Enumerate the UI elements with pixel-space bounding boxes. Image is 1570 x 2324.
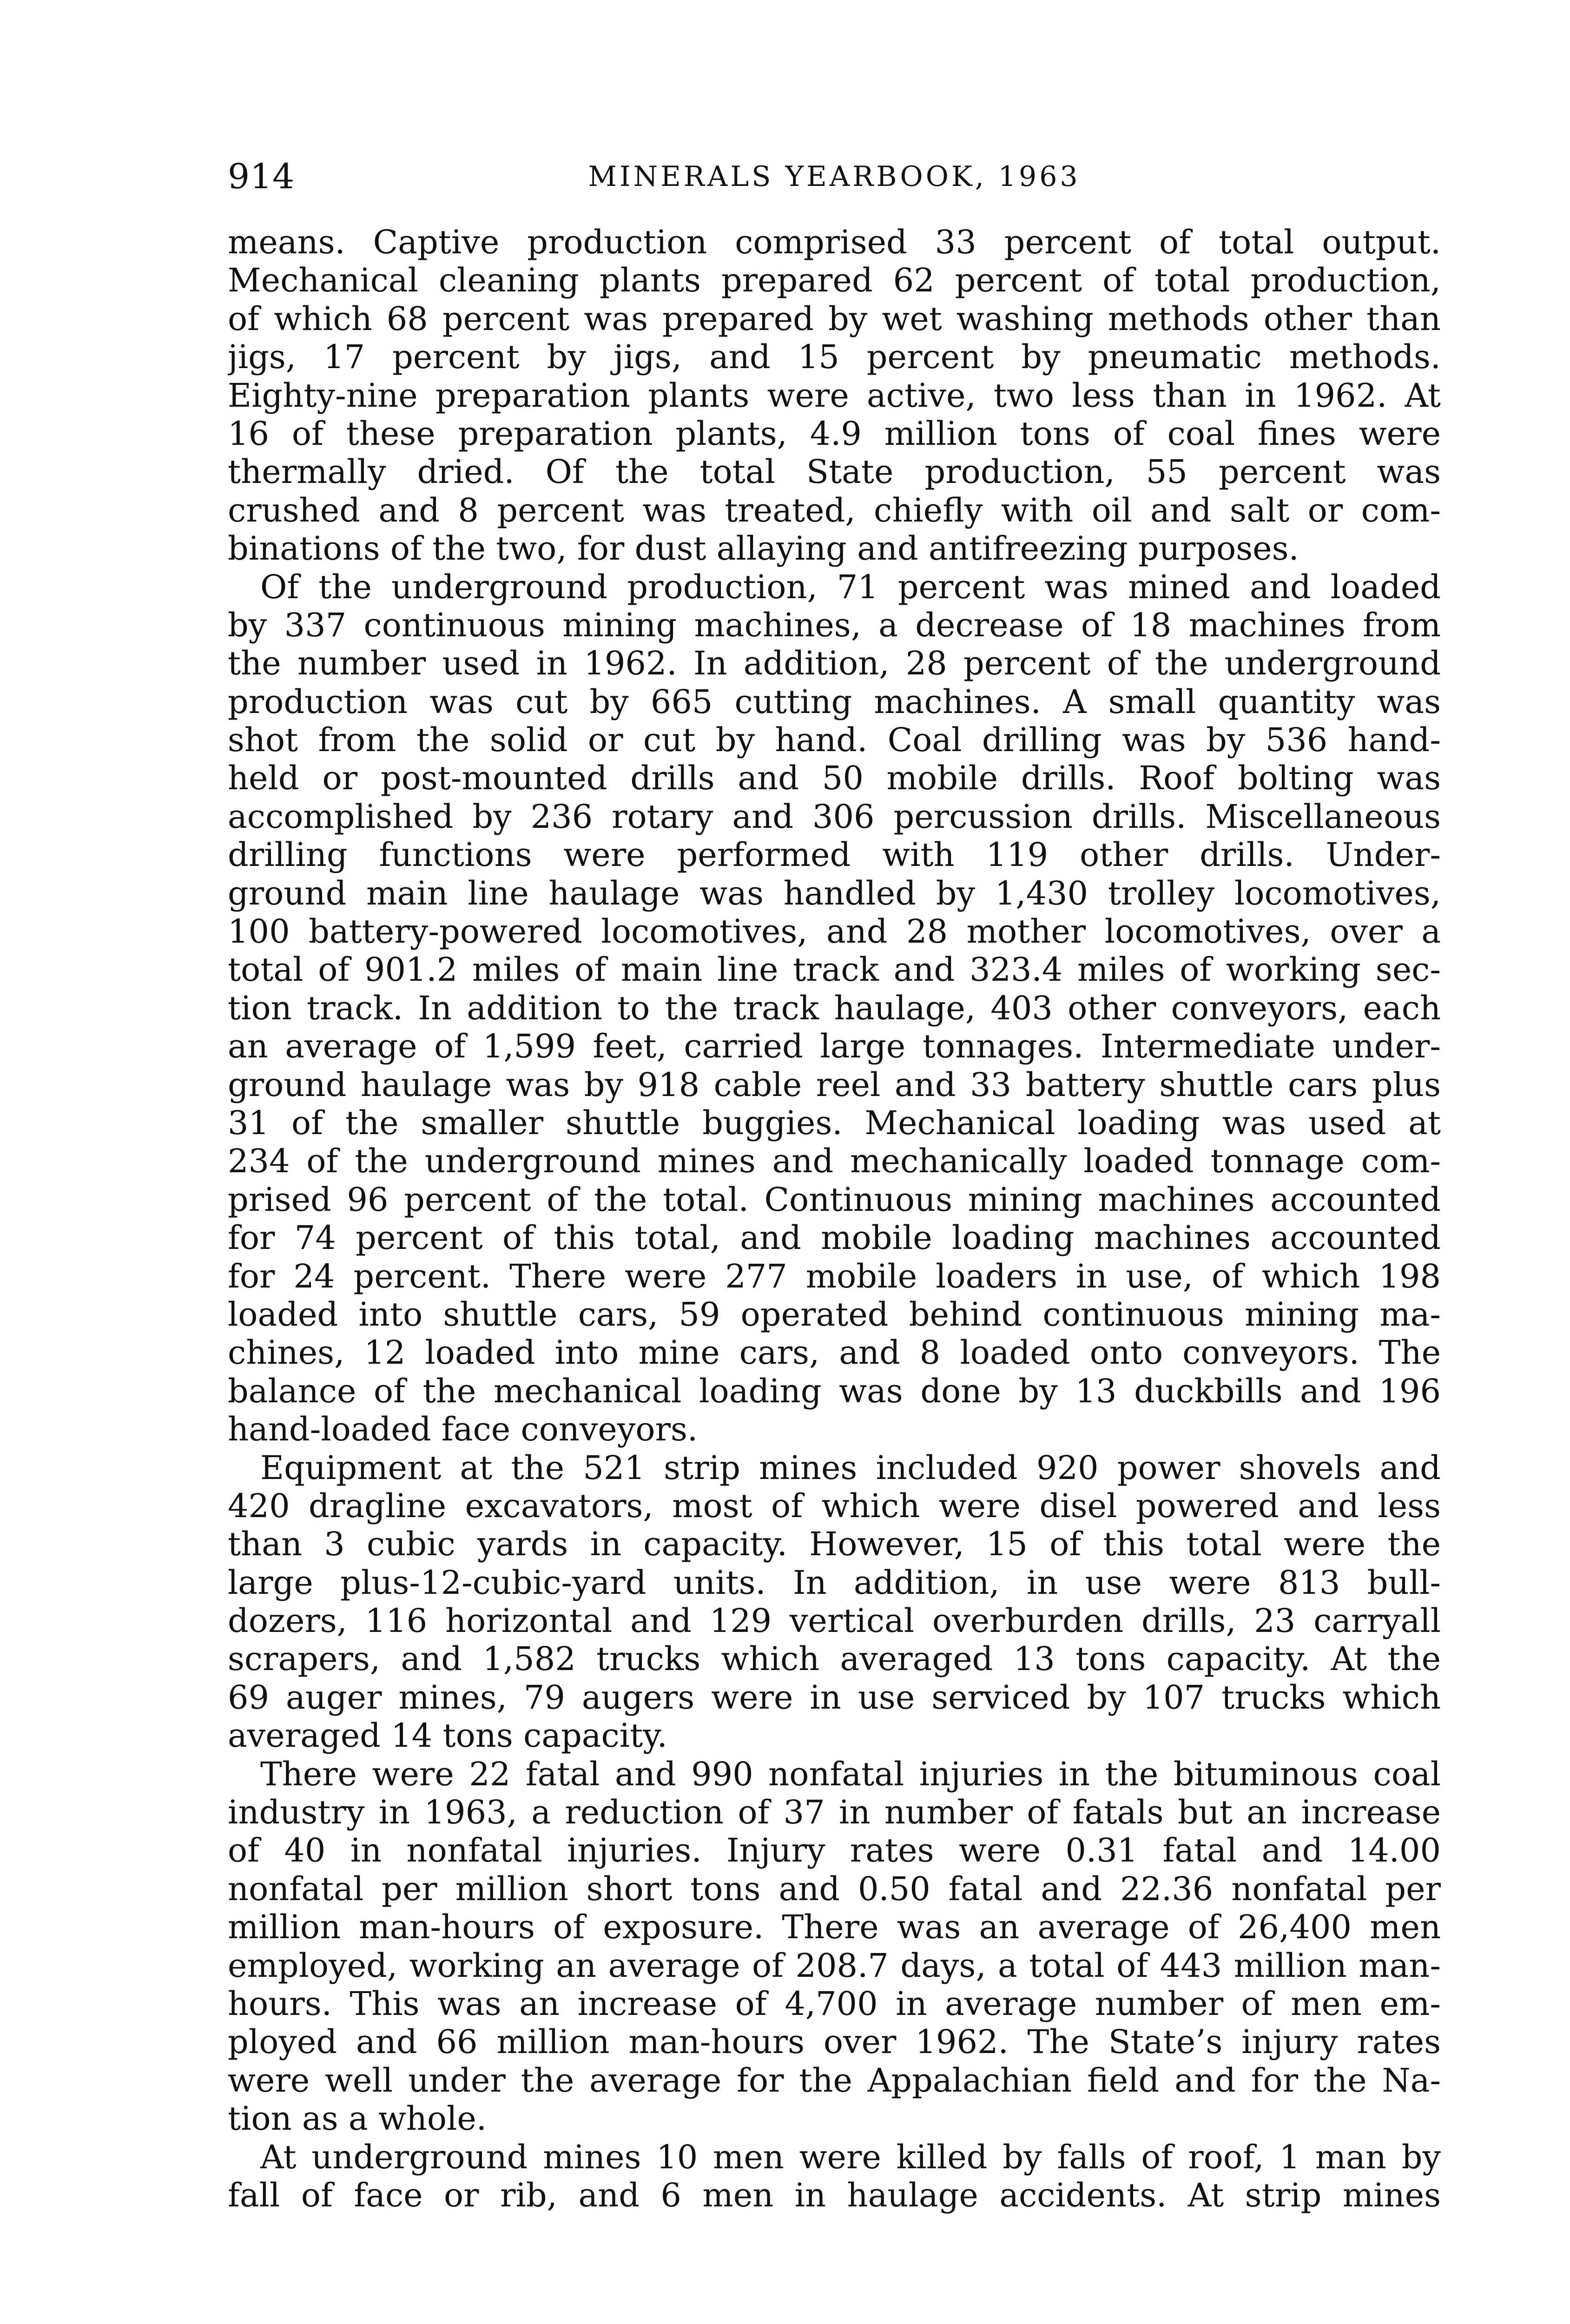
text-line: industry in 1963, a reduction of 37 in number of fatals but an increase	[228, 1793, 1441, 1832]
text-line: Eighty-nine preparation plants were active, two less than in 1962. At	[228, 376, 1441, 415]
text-line: were well under the average for the Appalachian field and for the Na-	[228, 2061, 1441, 2100]
text-line: Mechanical cleaning plants prepared 62 percent of total production,	[228, 261, 1441, 300]
text-line: employed, working an average of 208.7 days, a total of 443 million man-	[228, 1946, 1441, 1985]
text-line: tion track. In addition to the track haulage, 403 other conveyors, each	[228, 989, 1441, 1027]
text-line: hours. This was an increase of 4,700 in average number of men em-	[228, 1984, 1441, 2023]
running-title: MINERALS YEARBOOK, 1963	[588, 160, 1081, 193]
text-line: loaded into shuttle cars, 59 operated behind continuous mining ma-	[228, 1295, 1441, 1334]
text-line: an average of 1,599 feet, carried large tonnages. Intermediate under-	[228, 1027, 1441, 1066]
text-line: tion as a whole.	[228, 2100, 487, 2138]
paragraph	[228, 1449, 1441, 1755]
text-line: by 337 continuous mining machines, a decrease of 18 machines from	[228, 606, 1441, 644]
text-line: of which 68 percent was prepared by wet washing methods other than	[228, 299, 1441, 338]
text-line: of 40 in nonfatal injuries. Injury rates were 0.31 fatal and 14.00	[228, 1831, 1441, 1870]
text-line: than 3 cubic yards in capacity. However, 15 of this total were the	[228, 1525, 1441, 1564]
body-text	[228, 223, 1441, 2214]
text-line: means. Captive production comprised 33 percent of total output.	[228, 223, 1441, 261]
text-line: drilling functions were performed with 119 other drills. Under-	[228, 836, 1441, 874]
text-line: balance of the mechanical loading was done by 13 duckbills and 196	[228, 1372, 1441, 1410]
text-line: ployed and 66 million man-hours over 1962. The State’s injury rates	[228, 2023, 1441, 2061]
text-line: 16 of these preparation plants, 4.9 million tons of coal fines were	[228, 414, 1441, 453]
page-header	[228, 153, 1441, 200]
text-line: fall of face or rib, and 6 men in haulage accidents. At strip mines	[228, 2176, 1441, 2214]
text-line: chines, 12 loaded into mine cars, and 8 loaded onto conveyors. The	[228, 1334, 1441, 1372]
text-line: million man-hours of exposure. There was an average of 26,400 men	[228, 1908, 1441, 1947]
text-line: hand-loaded face conveyors.	[228, 1410, 698, 1449]
page-number: 914	[228, 157, 295, 197]
paragraph	[228, 2138, 1441, 2215]
text-line: averaged 14 tons capacity.	[228, 1717, 667, 1755]
text-line: the number used in 1962. In addition, 28 percent of the underground	[228, 644, 1441, 683]
text-line: jigs, 17 percent by jigs, and 15 percent by pneumatic methods.	[228, 338, 1441, 376]
paragraph	[228, 568, 1441, 1449]
text-line: 69 auger mines, 79 augers were in use serviced by 107 trucks which	[228, 1678, 1441, 1717]
text-line: large plus-12-cubic-yard units. In addition, in use were 813 bull-	[228, 1563, 1441, 1602]
text-line: nonfatal per million short tons and 0.50 fatal and 22.36 nonfatal per	[228, 1869, 1441, 1908]
text-line: At underground mines 10 men were killed by falls of roof, 1 man by	[260, 2138, 1441, 2176]
text-line: ground main line haulage was handled by 1,430 trolley locomotives,	[228, 874, 1441, 912]
text-line: production was cut by 665 cutting machines. A small quantity was	[228, 682, 1441, 721]
text-line: Of the underground production, 71 percent was mined and loaded	[260, 568, 1441, 606]
text-line: total of 901.2 miles of main line track and 323.4 miles of working sec-	[228, 951, 1441, 989]
text-line: 420 dragline excavators, most of which were disel powered and less	[228, 1486, 1441, 1525]
text-line: held or post-mounted drills and 50 mobile drills. Roof bolting was	[228, 759, 1441, 798]
text-line: for 74 percent of this total, and mobile loading machines accounted	[228, 1219, 1441, 1257]
paragraph	[228, 223, 1441, 568]
text-line: scrapers, and 1,582 trucks which averaged 13 tons capacity. At the	[228, 1640, 1441, 1678]
text-line: 100 battery-powered locomotives, and 28 mother locomotives, over a	[228, 912, 1441, 951]
text-line: binations of the two, for dust allaying and antifreezing purposes.	[228, 529, 1299, 568]
text-line: for 24 percent. There were 277 mobile loaders in use, of which 198	[228, 1257, 1441, 1295]
text-line: Equipment at the 521 strip mines included 920 power shovels and	[260, 1448, 1441, 1487]
text-line: thermally dried. Of the total State production, 55 percent was	[228, 453, 1441, 491]
text-line: shot from the solid or cut by hand. Coal drilling was by 536 hand-	[228, 721, 1441, 759]
text-line: crushed and 8 percent was treated, chiefly with oil and salt or com-	[228, 491, 1441, 529]
text-line: dozers, 116 horizontal and 129 vertical overburden drills, 23 carryall	[228, 1602, 1441, 1640]
text-line: prised 96 percent of the total. Continuous mining machines accounted	[228, 1180, 1441, 1219]
paragraph	[228, 1755, 1441, 2138]
text-line: There were 22 fatal and 990 nonfatal injuries in the bituminous coal	[260, 1755, 1441, 1793]
text-line: 31 of the smaller shuttle buggies. Mechanical loading was used at	[228, 1103, 1441, 1142]
text-line: accomplished by 236 rotary and 306 percussion drills. Miscellaneous	[228, 797, 1441, 836]
text-line: 234 of the underground mines and mechanically loaded tonnage com-	[228, 1142, 1441, 1181]
text-line: ground haulage was by 918 cable reel and 33 battery shuttle cars plus	[228, 1065, 1441, 1104]
